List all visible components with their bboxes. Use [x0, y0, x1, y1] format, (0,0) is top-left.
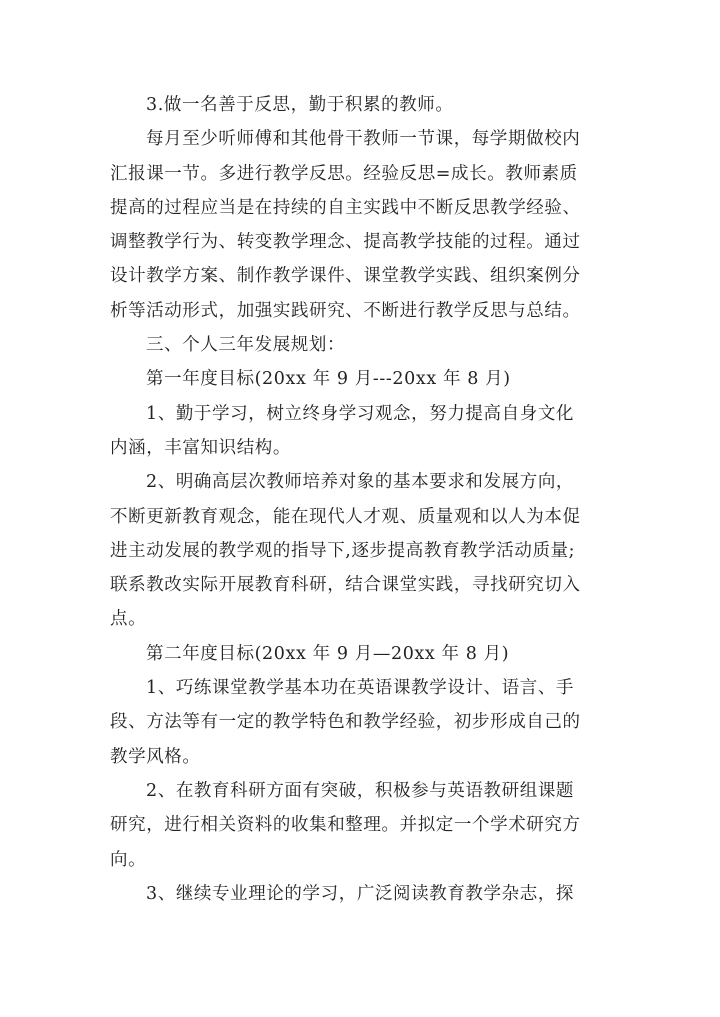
text-line: 1、勤于学习，树立终身学习观念，努力提高自身文化	[146, 403, 575, 424]
document-body	[110, 88, 618, 911]
text-line: 1、巧练课堂教学基本功在英语课教学设计、语言、手	[146, 678, 575, 699]
text-line: 析等活动形式，加强实践研究、不断进行教学反思与总结。	[110, 300, 581, 321]
text-line: 2、明确高层次教师培养对象的基本要求和发展方向，	[146, 472, 575, 493]
text-line: 每月至少听师傅和其他骨干教师一节课，每学期做校内	[146, 129, 581, 150]
text-line: 段、方法等有一定的教学特色和教学经验，初步形成自己的	[110, 712, 581, 733]
text-line: 研究，进行相关资料的收集和整理。并拟定一个学术研究方	[110, 815, 581, 836]
text-line: 汇报课一节。多进行教学反思。经验反思=成长。教师素质	[110, 163, 578, 184]
text-line: 内涵，丰富知识结构。	[110, 437, 291, 458]
text-line: 2、在教育科研方面有突破，积极参与英语教研组课题	[146, 780, 575, 801]
text-line: 联系教改实际开展教育科研，结合课堂实践，寻找研究切入	[110, 575, 581, 596]
section-heading: 三、个人三年发展规划：	[146, 335, 346, 356]
text-line: 设计教学方案、制作教学课件、课堂教学实践、组织案例分	[110, 266, 581, 287]
text-line: 3、继续专业理论的学习，广泛阅读教育教学杂志，探	[146, 883, 575, 904]
text-line: 不断更新教育观念，能在现代人才观、质量观和以人为本促	[110, 506, 581, 527]
text-line: 提高的过程应当是在持续的自主实践中不断反思教学经验、	[110, 197, 581, 218]
year-goal-heading: 第二年度目标(20xx 年 9 月—20xx 年 8 月)	[146, 643, 510, 664]
text-line: 教学风格。	[110, 746, 201, 767]
text-line: 3.做一名善于反思，勤于积累的教师。	[146, 95, 454, 115]
text-line: 点。	[110, 609, 147, 630]
text-line: 调整教学行为、转变教学理念、提高教学技能的过程。通过	[110, 232, 581, 253]
text-line: 进主动发展的教学观的指导下,逐步提高教育教学活动质量;	[110, 540, 576, 561]
text-line: 向。	[110, 849, 147, 870]
year-goal-heading: 第一年度目标(20xx 年 9 月---20xx 年 8 月)	[146, 369, 511, 390]
